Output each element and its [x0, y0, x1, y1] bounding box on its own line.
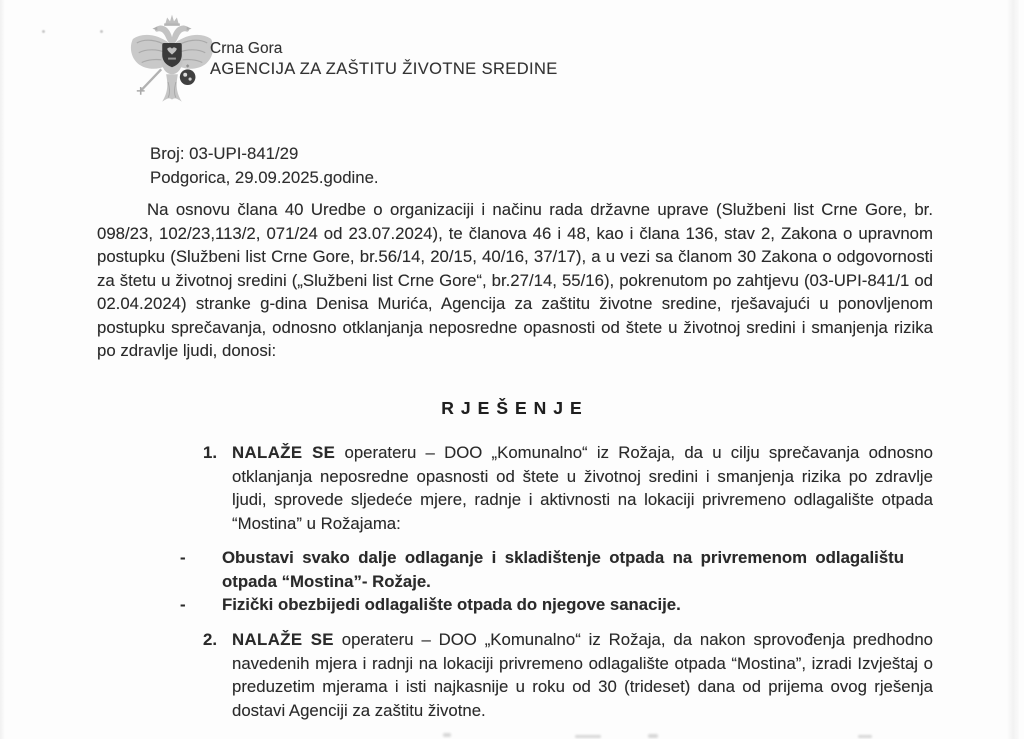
- decision-item-2: [203, 628, 933, 722]
- measure-item: [180, 546, 904, 593]
- document-meta: [150, 142, 379, 189]
- scan-edge-shadow: [1007, 0, 1019, 739]
- decision-item-1: [203, 441, 933, 535]
- org-country: Crna Gora: [210, 40, 283, 57]
- item-text: [232, 628, 933, 722]
- scan-speck: [42, 30, 45, 33]
- reference-number: Broj: 03-UPI-841/29: [150, 144, 299, 163]
- cutoff-text-artifact: [648, 734, 658, 738]
- scan-speck: [100, 30, 103, 33]
- cutoff-text-artifact: [858, 735, 872, 738]
- place-date: Podgorica, 29.09.2025.godine.: [150, 167, 379, 187]
- measure-text: Fizički obezbijedi odlagalište otpada do njegove sanacije.: [222, 595, 681, 614]
- item-lead: NALAŽE SE: [232, 630, 334, 649]
- letterhead: [210, 39, 558, 80]
- scan-edge-shadow: [0, 0, 5, 739]
- item-body: operateru – DOO „Komunalno“ iz Rožaja, da u cilju sprečavanja odnosno otklanjanja neposredne opasnosti od štete u životnoj sredini i smanjenja rizika po zdravlje ljudi, sprovede sljedeće mjere, radnje i aktivnosti na lokaciji privremeno odlagalište otpada “Mostina” u Rožajama:: [232, 443, 933, 533]
- item-text: [232, 441, 933, 535]
- dash-marker: -: [180, 595, 186, 614]
- measure-item: [180, 593, 904, 617]
- montenegro-coat-of-arms-icon: [128, 13, 216, 112]
- item-lead: NALAŽE SE: [232, 443, 336, 462]
- measure-text: Obustavi svako dalje odlaganje i skladištenje otpada na privremenom odlagalištu otpada “Mostina”- Rožaje.: [222, 548, 904, 591]
- item-number: 1.: [203, 443, 217, 462]
- item-number: 2.: [203, 630, 217, 649]
- measures-list: [180, 546, 904, 617]
- cutoff-text-artifact: [443, 733, 451, 737]
- document-title: RJEŠENJE: [441, 398, 589, 418]
- item-body: operateru – DOO „Komunalno“ iz Rožaja, da nakon sprovođenja predhodno navedenih mjera i radnji na lokaciji privremeno odlagalište otpada “Mostina”, izradi Izvještaj o preduzetim mjerama i isti najkasnije u roku od 30 (trideset) dana od prijema ovog rješenja dostavi Agenciji za zaštitu životne.: [232, 630, 934, 720]
- cutoff-text-artifact: [575, 735, 601, 738]
- dash-marker: -: [180, 548, 186, 567]
- preamble-paragraph: Na osnovu člana 40 Uredbe o organizaciji i načinu rada državne uprave (Službeni list Crne Gore, br. 098/23, 102/23,113/2, 071/24 od 23.07.2024), te članova 46 i 48, kao i člana 136, stav 2, Zakona o upravnom postupku (Službeni list Crne Gore, br.56/14, 20/15, 40/16, 37/17), a u vezi sa članom 30 Zakona o odgovornosti za štetu u životnoj sredini („Službeni list Crne Gore“, br.27/14, 55/16), pokrenutom po zahtjevu (03-UPI-841/1 od 02.04.2024) stranke g-dina Denisa Murića, Agencija za zaštitu životne sredine, rješavajući u ponovljenom postupku sprečavanja, odnosno otklanjanja neposredne opasnosti od štete u životnoj sredini i smanjenja rizika po zdravlje ljudi, donosi:: [97, 200, 933, 360]
- org-name: AGENCIJA ZA ZAŠTITU ŽIVOTNE SREDINE: [210, 60, 558, 78]
